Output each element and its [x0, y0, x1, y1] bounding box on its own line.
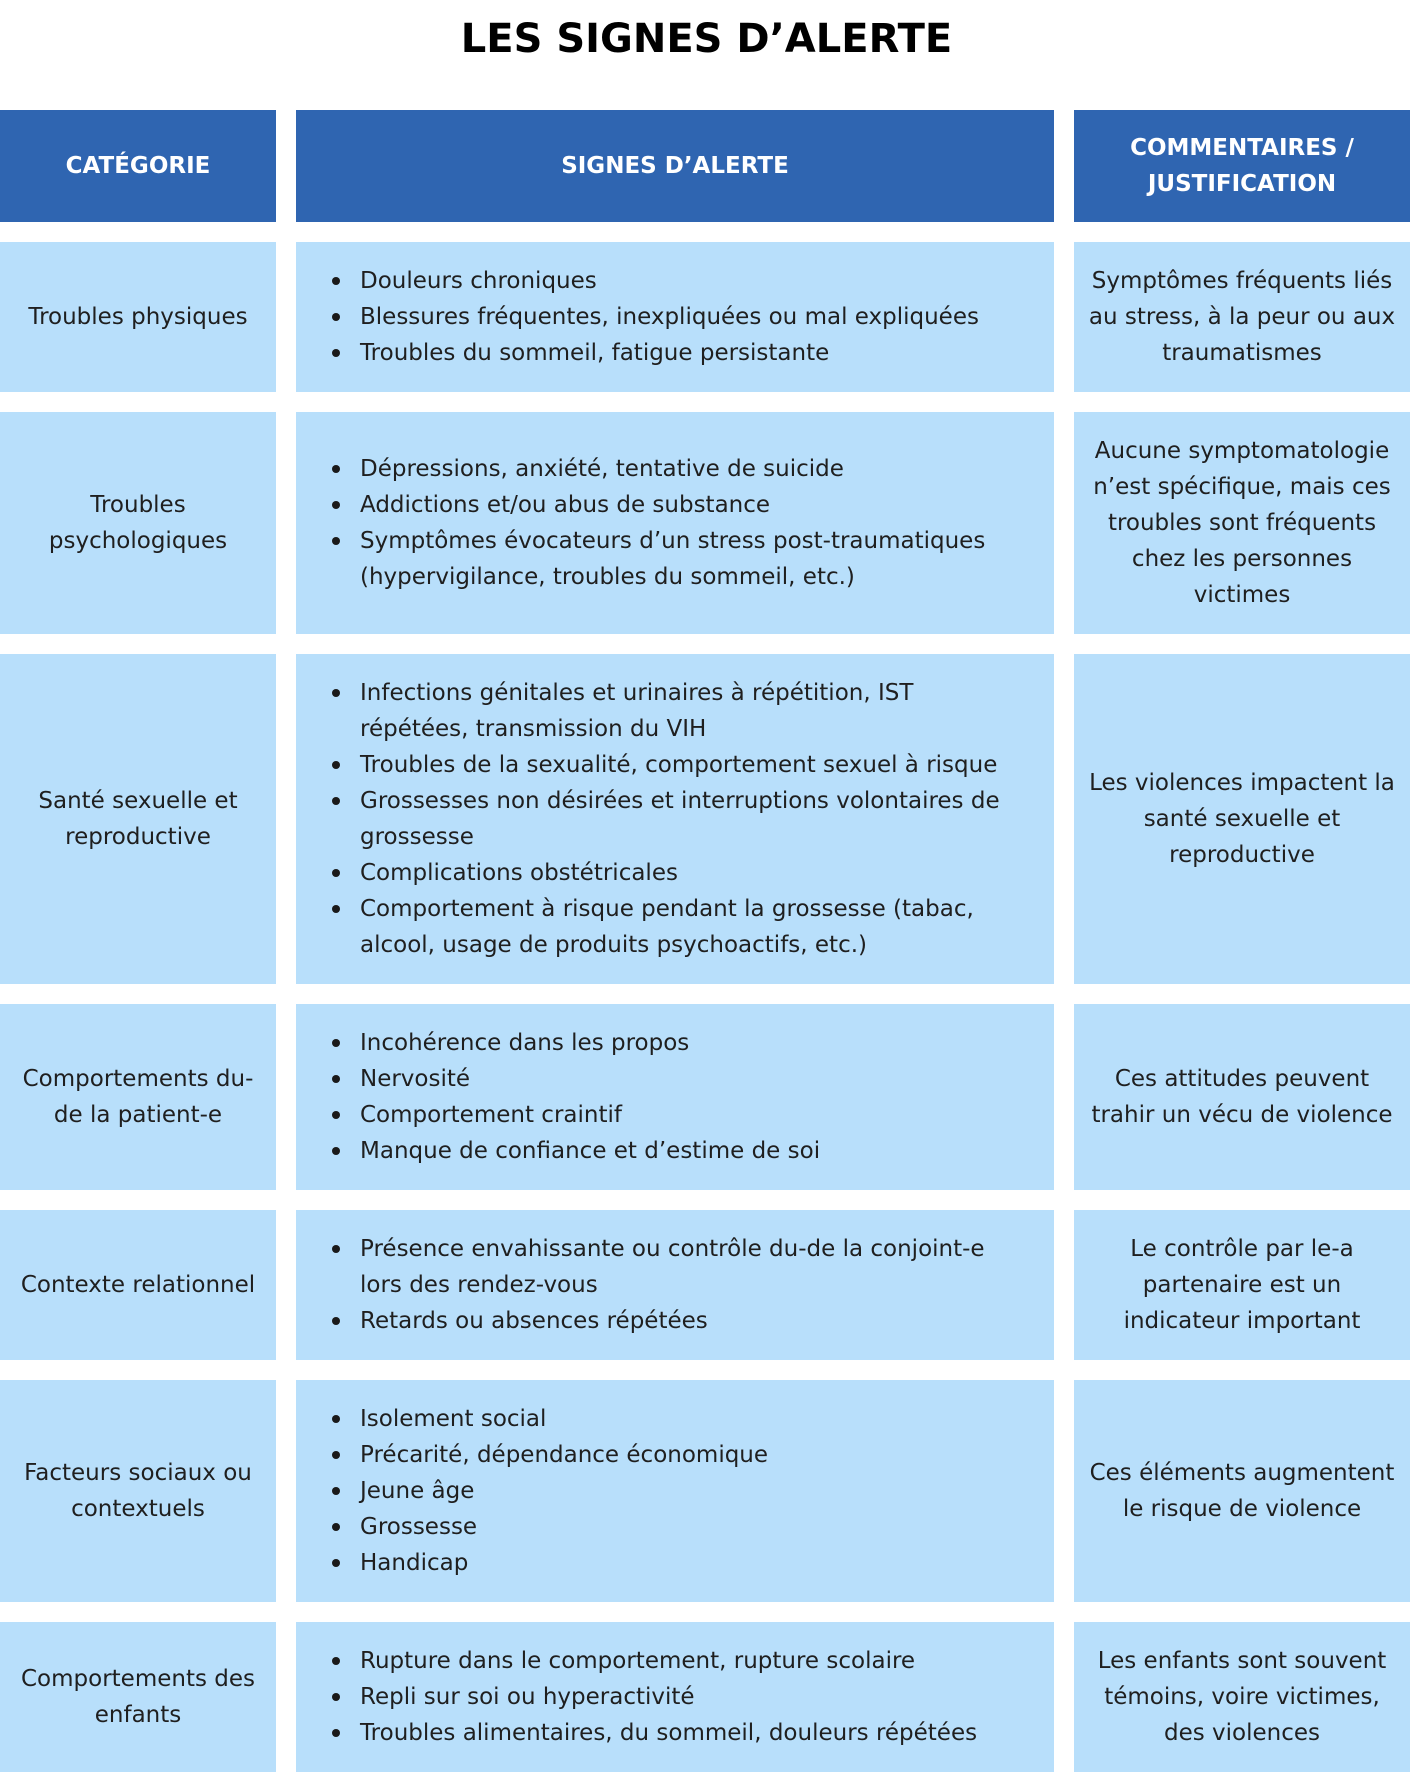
- comment-cell: Ces attitudes peuvent trahir un vécu de violence: [1074, 1004, 1410, 1190]
- sign-item: Comportement craintif: [326, 1097, 820, 1133]
- sign-item: Grossesses non désirées et interruptions volontaires de grossesse: [326, 783, 1024, 855]
- signs-cell: [296, 1622, 1054, 1772]
- comment-cell: Ces éléments augmentent le risque de violence: [1074, 1380, 1410, 1602]
- category-cell: Facteurs sociaux ou contextuels: [0, 1380, 276, 1602]
- comment-cell: Le contrôle par le-a partenaire est un indicateur important: [1074, 1210, 1410, 1360]
- sign-item: Douleurs chroniques: [326, 263, 979, 299]
- signs-list: [326, 451, 1024, 595]
- sign-item: Grossesse: [326, 1509, 768, 1545]
- header-category: CATÉGORIE: [0, 110, 276, 222]
- comment-cell: Les violences impactent la santé sexuelle et reproductive: [1074, 654, 1410, 984]
- sign-item: Complications obstétricales: [326, 855, 1024, 891]
- sign-item: Précarité, dépendance économique: [326, 1437, 768, 1473]
- signs-list: [326, 1231, 1024, 1339]
- signs-list: [326, 1643, 977, 1751]
- category-cell: Santé sexuelle et reproductive: [0, 654, 276, 984]
- sign-item: Jeune âge: [326, 1473, 768, 1509]
- sign-item: Comportement à risque pendant la grossesse (tabac, alcool, usage de produits psychoactifs, etc.): [326, 891, 1024, 963]
- category-cell: Troubles physiques: [0, 242, 276, 392]
- signs-cell: [296, 242, 1054, 392]
- sign-item: Incohérence dans les propos: [326, 1025, 820, 1061]
- sign-item: Rupture dans le comportement, rupture scolaire: [326, 1643, 977, 1679]
- signs-list: [326, 1025, 820, 1169]
- signs-cell: [296, 1004, 1054, 1190]
- sign-item: Repli sur soi ou hyperactivité: [326, 1679, 977, 1715]
- sign-item: Troubles de la sexualité, comportement sexuel à risque: [326, 747, 1024, 783]
- sign-item: Troubles du sommeil, fatigue persistante: [326, 335, 979, 371]
- signs-cell: [296, 654, 1054, 984]
- sign-item: Addictions et/ou abus de substance: [326, 487, 1024, 523]
- sign-item: Isolement social: [326, 1401, 768, 1437]
- signs-list: [326, 263, 979, 371]
- signs-list: [326, 1401, 768, 1581]
- header-comments: COMMENTAIRES / JUSTIFICATION: [1074, 110, 1410, 222]
- sign-item: Symptômes évocateurs d’un stress post-traumatiques (hypervigilance, troubles du sommeil, etc.): [326, 523, 1024, 595]
- sign-item: Troubles alimentaires, du sommeil, douleurs répétées: [326, 1715, 977, 1751]
- sign-item: Manque de confiance et d’estime de soi: [326, 1133, 820, 1169]
- sign-item: Présence envahissante ou contrôle du-de la conjoint-e lors des rendez-vous: [326, 1231, 1024, 1303]
- sign-item: Infections génitales et urinaires à répétition, IST répétées, transmission du VIH: [326, 675, 1024, 747]
- comment-cell: Symptômes fréquents liés au stress, à la peur ou aux traumatismes: [1074, 242, 1410, 392]
- sign-item: Nervosité: [326, 1061, 820, 1097]
- category-cell: Comportements du-de la patient-e: [0, 1004, 276, 1190]
- signs-cell: [296, 1210, 1054, 1360]
- header-signs: SIGNES D’ALERTE: [296, 110, 1054, 222]
- sign-item: Retards ou absences répétées: [326, 1303, 1024, 1339]
- category-cell: Contexte relationnel: [0, 1210, 276, 1360]
- sign-item: Blessures fréquentes, inexpliquées ou mal expliquées: [326, 299, 979, 335]
- alert-signs-table: [0, 110, 1413, 1772]
- comment-cell: Les enfants sont souvent témoins, voire victimes, des violences: [1074, 1622, 1410, 1772]
- category-cell: Comportements des enfants: [0, 1622, 276, 1772]
- signs-list: [326, 675, 1024, 963]
- sign-item: Handicap: [326, 1545, 768, 1581]
- signs-cell: [296, 412, 1054, 634]
- comment-cell: Aucune symptomatologie n’est spécifique, mais ces troubles sont fréquents chez les personnes victimes: [1074, 412, 1410, 634]
- category-cell: Troubles psychologiques: [0, 412, 276, 634]
- page-title: LES SIGNES D’ALERTE: [460, 16, 953, 62]
- signs-cell: [296, 1380, 1054, 1602]
- sign-item: Dépressions, anxiété, tentative de suicide: [326, 451, 1024, 487]
